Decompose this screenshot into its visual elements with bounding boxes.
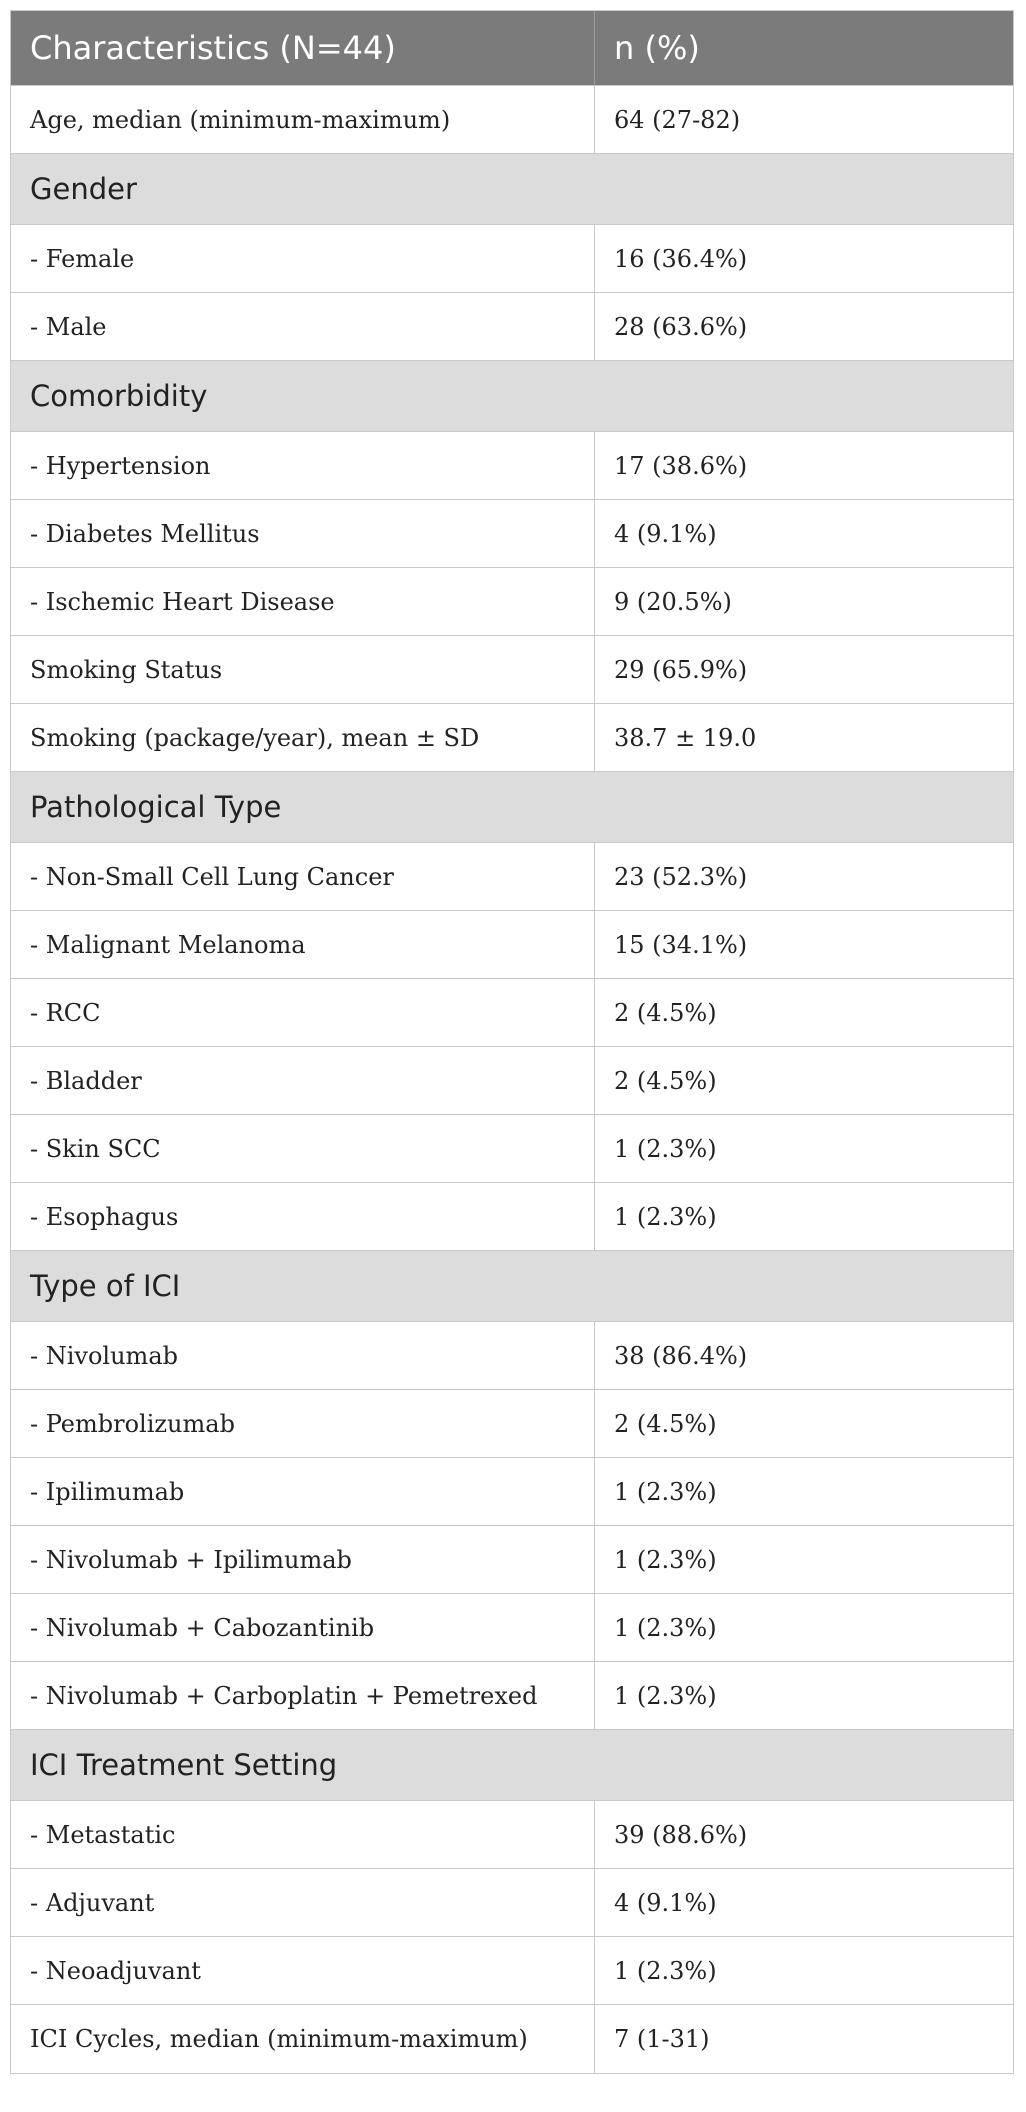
row-label: - Malignant Melanoma (11, 911, 595, 978)
row-label: - Diabetes Mellitus (11, 500, 595, 567)
row-value: 1 (2.3%) (614, 1477, 717, 1506)
table-row (11, 979, 1013, 1047)
row-value: 15 (34.1%) (614, 930, 748, 959)
section-header-row (11, 1730, 1013, 1801)
section-header-row (11, 1251, 1013, 1322)
table-body (11, 86, 1013, 2073)
row-label: - Neoadjuvant (11, 1937, 595, 2004)
table-row (11, 1801, 1013, 1869)
header-value: n (%) (614, 29, 700, 67)
row-value: 2 (4.5%) (614, 1066, 717, 1095)
table-row (11, 911, 1013, 979)
row-label: - Male (11, 293, 595, 360)
row-value: 29 (65.9%) (614, 655, 748, 684)
row-label: - Ipilimumab (11, 1458, 595, 1525)
row-label: - Bladder (11, 1047, 595, 1114)
table-row (11, 568, 1013, 636)
table-row (11, 1526, 1013, 1594)
table-row (11, 1183, 1013, 1251)
row-label: ICI Cycles, median (minimum-maximum) (11, 2005, 595, 2073)
row-label: - Hypertension (11, 432, 595, 499)
row-label: - Ischemic Heart Disease (11, 568, 595, 635)
table-row (11, 1115, 1013, 1183)
row-value: 1 (2.3%) (614, 1545, 717, 1574)
table-row (11, 704, 1013, 772)
row-value: 9 (20.5%) (614, 587, 732, 616)
row-value: 1 (2.3%) (614, 1681, 717, 1710)
row-label: - Nivolumab + Carboplatin + Pemetrexed (11, 1662, 595, 1729)
table-row (11, 432, 1013, 500)
row-value: 2 (4.5%) (614, 998, 717, 1027)
table-row (11, 2005, 1013, 2073)
row-label: Smoking Status (11, 636, 595, 703)
table-row (11, 1662, 1013, 1730)
section-label: Gender (30, 172, 137, 206)
row-value: 2 (4.5%) (614, 1409, 717, 1438)
section-label: ICI Treatment Setting (30, 1748, 338, 1782)
row-value: 7 (1-31) (614, 2025, 710, 2053)
table-row (11, 1390, 1013, 1458)
row-label: - Nivolumab + Ipilimumab (11, 1526, 595, 1593)
row-label: Age, median (minimum-maximum) (11, 86, 595, 153)
row-value: 28 (63.6%) (614, 312, 748, 341)
section-label: Comorbidity (30, 379, 208, 413)
row-value: 39 (88.6%) (614, 1820, 748, 1849)
row-label: - RCC (11, 979, 595, 1046)
row-label: - Esophagus (11, 1183, 595, 1250)
row-label: - Skin SCC (11, 1115, 595, 1182)
table-row (11, 1047, 1013, 1115)
table-row (11, 1458, 1013, 1526)
row-value: 17 (38.6%) (614, 451, 748, 480)
row-value: 1 (2.3%) (614, 1134, 717, 1163)
row-value: 38.7 ± 19.0 (614, 723, 757, 752)
section-label: Pathological Type (30, 790, 282, 824)
row-label: - Female (11, 225, 595, 292)
table-row (11, 225, 1013, 293)
header-characteristics: Characteristics (N=44) (11, 11, 595, 85)
table-row (11, 1869, 1013, 1937)
section-header-row (11, 361, 1013, 432)
row-label: - Adjuvant (11, 1869, 595, 1936)
row-value: 1 (2.3%) (614, 1956, 717, 1985)
row-label: - Nivolumab + Cabozantinib (11, 1594, 595, 1661)
table-row (11, 1594, 1013, 1662)
characteristics-table (10, 10, 1014, 2074)
row-label: - Pembrolizumab (11, 1390, 595, 1457)
table-row (11, 1937, 1013, 2005)
row-value: 23 (52.3%) (614, 862, 748, 891)
section-label: Type of ICI (30, 1269, 181, 1303)
row-value: 38 (86.4%) (614, 1341, 748, 1370)
table-row (11, 636, 1013, 704)
table-row (11, 843, 1013, 911)
section-header-row (11, 772, 1013, 843)
row-label: - Metastatic (11, 1801, 595, 1868)
row-label: Smoking (package/year), mean ± SD (11, 704, 595, 771)
table-row (11, 86, 1013, 154)
row-value: 64 (27-82) (614, 105, 741, 134)
row-label: - Nivolumab (11, 1322, 595, 1389)
row-value: 1 (2.3%) (614, 1613, 717, 1642)
row-label: - Non-Small Cell Lung Cancer (11, 843, 595, 910)
row-value: 4 (9.1%) (614, 1888, 717, 1917)
table-row (11, 500, 1013, 568)
table-row (11, 293, 1013, 361)
row-value: 1 (2.3%) (614, 1202, 717, 1231)
row-value: 4 (9.1%) (614, 519, 717, 548)
section-header-row (11, 154, 1013, 225)
table-row (11, 1322, 1013, 1390)
row-value: 16 (36.4%) (614, 244, 748, 273)
table-header-row (11, 11, 1013, 86)
